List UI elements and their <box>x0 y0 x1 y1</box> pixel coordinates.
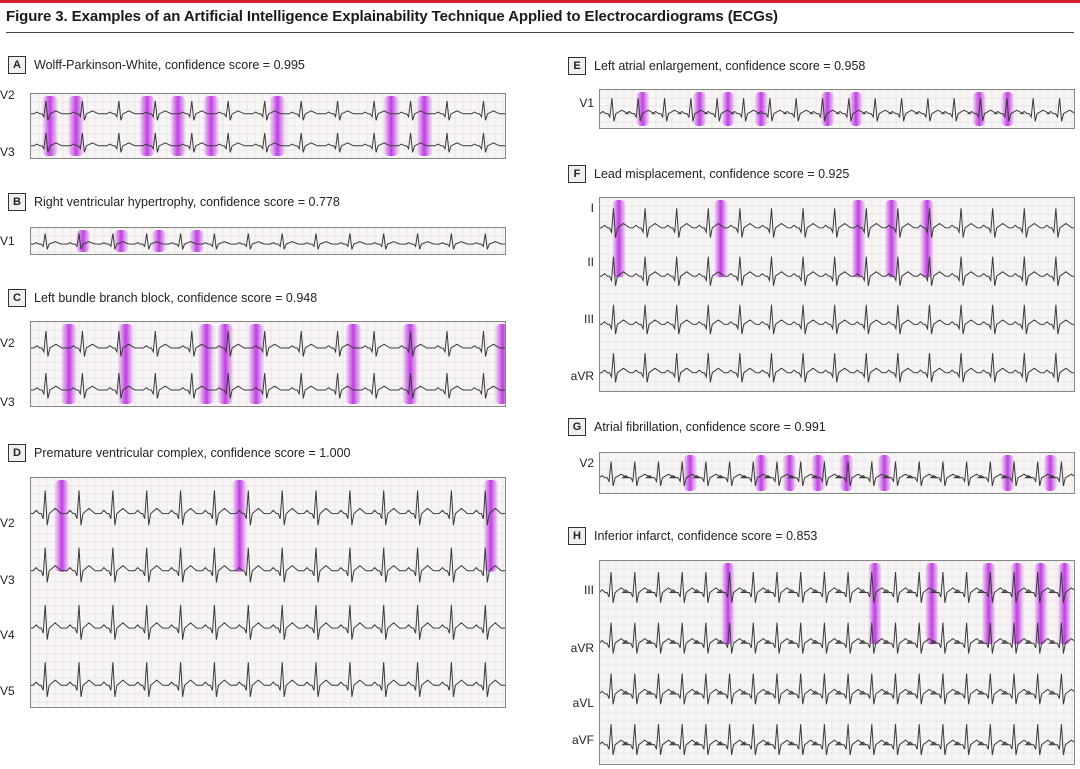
panel-a-letter: A <box>8 56 26 74</box>
panel-f-grid <box>600 198 1074 391</box>
panel-h-highlight-2 <box>868 563 882 644</box>
panel-d-lead-2: V3 <box>0 573 15 587</box>
panel-g-highlight-6 <box>877 455 891 491</box>
panel-c-ecg <box>30 321 506 407</box>
panel-h-lead-4: aVF <box>571 733 594 747</box>
panel-b-highlight-3 <box>151 230 166 252</box>
panel-g-highlight-2 <box>754 455 768 491</box>
panel-e-letter: E <box>568 57 586 75</box>
panel-g-lead-1: V2 <box>579 456 594 470</box>
panel-f-caption: Lead misplacement, confidence score = 0.925 <box>594 167 850 181</box>
panel-g-header <box>568 418 826 436</box>
panel-f-highlight-5 <box>920 200 934 277</box>
panel-h-lead-2: aVR <box>570 641 594 655</box>
panel-d-trace-V4 <box>31 605 505 640</box>
panel-c-header <box>8 289 317 307</box>
panel-f-highlight-3 <box>851 200 865 277</box>
panel-f-lead-3: III <box>583 312 594 326</box>
panel-a-highlight-5 <box>203 96 219 156</box>
panel-h-caption: Inferior infarct, confidence score = 0.853 <box>594 529 818 543</box>
panel-c-ecg-plot <box>31 322 505 406</box>
panel-f-ecg <box>599 197 1075 392</box>
panel-e-caption: Left atrial enlargement, confidence score = 0.958 <box>594 59 866 73</box>
panel-h-header <box>568 527 817 545</box>
panel-a-trace-V3 <box>31 133 505 152</box>
panel-f-highlight-4 <box>884 200 898 277</box>
top-accent-bar <box>0 0 1080 3</box>
panel-b-lead-1: V1 <box>0 234 15 248</box>
panel-b-header <box>8 193 340 211</box>
panel-g-ecg <box>599 452 1075 494</box>
panel-f-header <box>568 165 849 183</box>
panel-a-header <box>8 56 305 74</box>
panel-f-ecg-plot <box>600 198 1074 391</box>
panel-b-grid <box>31 228 505 254</box>
panel-c-lead-1: V2 <box>0 336 15 350</box>
panel-b-highlight-4 <box>189 230 204 252</box>
panel-c-lead-2: V3 <box>0 395 15 409</box>
panel-e-highlight-5 <box>821 92 835 126</box>
panel-h-highlight-5 <box>1010 563 1024 644</box>
panel-c-trace-V2 <box>31 331 505 357</box>
panel-b-ecg-plot <box>31 228 505 254</box>
panel-f-lead-1: I <box>590 201 594 215</box>
panel-h-ecg <box>599 560 1075 765</box>
panel-g-highlight-3 <box>783 455 797 491</box>
panel-d-ecg <box>30 477 506 708</box>
panel-c-highlight-8 <box>494 324 505 404</box>
panel-e-lead-1: V1 <box>579 96 594 110</box>
panel-f-lead-2: II <box>587 255 594 269</box>
panel-h-lead-1: III <box>583 583 594 597</box>
figure-title: Figure 3. Examples of an Artificial Intelligence Explainability Technique Applied to Electrocardiograms (ECGs) <box>6 8 778 25</box>
panel-h-trace-III <box>600 572 1074 603</box>
panel-h-highlight-4 <box>982 563 996 644</box>
panel-d-caption: Premature ventricular complex, confidence score = 1.000 <box>34 446 351 460</box>
panel-d-lead-3: V4 <box>0 628 15 642</box>
panel-h-ecg-plot <box>600 561 1074 764</box>
panel-h-highlight-3 <box>925 563 939 644</box>
panel-a-lead-2: V3 <box>0 145 15 159</box>
panel-d-lead-4: V5 <box>0 684 15 698</box>
panel-e-highlight-4 <box>754 92 768 126</box>
panel-e-highlight-2 <box>693 92 707 126</box>
panel-d-highlight-2 <box>232 480 247 572</box>
panel-a-highlight-6 <box>269 96 285 156</box>
panel-e-highlight-1 <box>636 92 650 126</box>
panel-c-highlight-1 <box>61 324 77 404</box>
panel-f-letter: F <box>568 165 586 183</box>
panel-a-highlight-3 <box>139 96 155 156</box>
panel-b-caption: Right ventricular hypertrophy, confidence score = 0.778 <box>34 195 340 209</box>
panel-a-lead-1: V2 <box>0 88 15 102</box>
panel-b-letter: B <box>8 193 26 211</box>
panel-c-highlight-6 <box>345 324 361 404</box>
panel-d-highlight-1 <box>54 480 69 572</box>
panel-c-caption: Left bundle branch block, confidence score = 0.948 <box>34 291 318 305</box>
panel-a-highlight-8 <box>416 96 432 156</box>
panel-f-trace-I <box>600 208 1074 237</box>
panel-a-highlight-7 <box>383 96 399 156</box>
panel-f-trace-aVR <box>600 353 1074 382</box>
panel-f-highlight-2 <box>714 200 728 277</box>
panel-h-letter: H <box>568 527 586 545</box>
panel-e-highlight-3 <box>721 92 735 126</box>
panel-a-trace-V2 <box>31 101 505 120</box>
panel-f-lead-4: aVR <box>570 369 594 383</box>
panel-g-highlight-8 <box>1043 455 1057 491</box>
panel-a-ecg <box>30 93 506 159</box>
panel-c-letter: C <box>8 289 26 307</box>
panel-b-highlight-2 <box>113 230 128 252</box>
panel-h-highlight-1 <box>721 563 735 644</box>
panel-a-caption: Wolff-Parkinson-White, confidence score = 0.995 <box>34 58 305 72</box>
panel-d-header <box>8 444 350 462</box>
panel-c-highlight-3 <box>198 324 214 404</box>
panel-e-ecg-plot <box>600 90 1074 128</box>
panel-e-header <box>568 57 865 75</box>
panel-e-ecg <box>599 89 1075 129</box>
panel-b-ecg <box>30 227 506 255</box>
panel-g-highlight-1 <box>683 455 697 491</box>
panel-h-lead-3: aVL <box>572 696 594 710</box>
title-divider <box>6 32 1074 33</box>
panel-f-trace-III <box>600 305 1074 334</box>
panel-f-trace-II <box>600 257 1074 286</box>
panel-a-ecg-plot <box>31 94 505 158</box>
panel-d-letter: D <box>8 444 26 462</box>
panel-g-caption: Atrial fibrillation, confidence score = 0.991 <box>594 420 826 434</box>
panel-a-highlight-4 <box>170 96 186 156</box>
panel-h-highlight-7 <box>1058 563 1072 644</box>
panel-d-trace-V2 <box>31 490 505 525</box>
panel-d-ecg-plot <box>31 478 505 707</box>
panel-d-trace-V5 <box>31 662 505 697</box>
panel-g-ecg-plot <box>600 453 1074 493</box>
panel-d-trace-V3 <box>31 548 505 583</box>
panel-h-highlight-6 <box>1034 563 1048 644</box>
panel-g-letter: G <box>568 418 586 436</box>
panel-d-lead-1: V2 <box>0 516 15 530</box>
